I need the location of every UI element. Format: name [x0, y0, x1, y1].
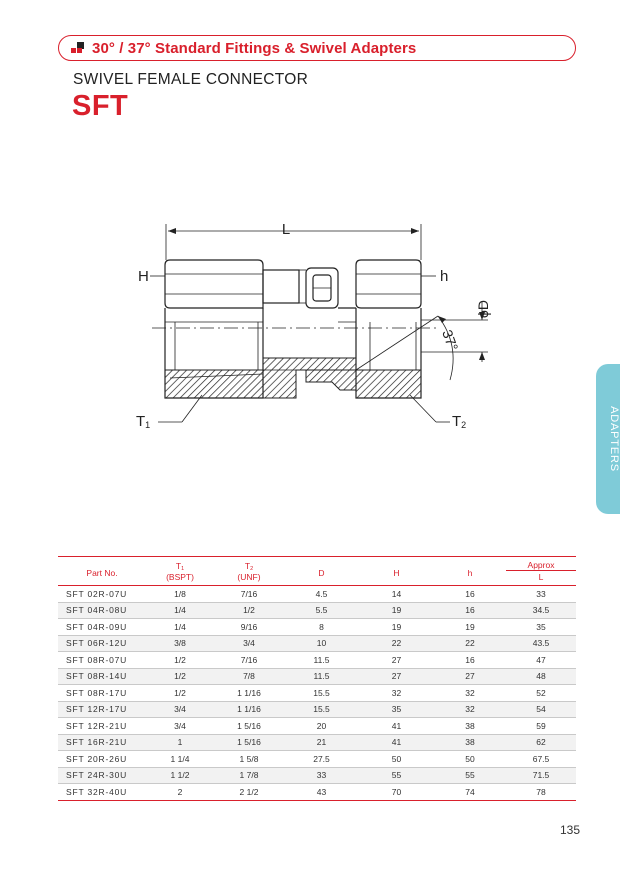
cell-l: 71.5: [506, 767, 576, 784]
dim-label-L: L: [281, 221, 291, 238]
cell-t1: 1: [146, 734, 214, 751]
cell-h: 27: [434, 668, 506, 685]
technical-drawing: [120, 210, 500, 450]
cell-l: 62: [506, 734, 576, 751]
product-code: SFT: [72, 90, 129, 122]
col-header-t2: T2: [244, 560, 254, 572]
cell-part: SFT 12R-21U: [58, 718, 146, 735]
cell-H: 19: [359, 602, 434, 619]
cell-d: 11.5: [284, 652, 359, 669]
cell-h: 16: [434, 586, 506, 603]
spec-table-body: [58, 586, 576, 801]
dim-label-H: H: [138, 268, 149, 285]
cell-h: 38: [434, 718, 506, 735]
cell-l: 48: [506, 668, 576, 685]
spec-table: [58, 556, 576, 801]
col-header-part-no: Part No.: [86, 567, 118, 578]
col-header-h: h: [467, 567, 473, 578]
cell-H: 70: [359, 784, 434, 801]
cell-part: SFT 24R-30U: [58, 767, 146, 784]
cell-l: 78: [506, 784, 576, 801]
cell-t2: 2 1/2: [214, 784, 284, 801]
cell-d: 33: [284, 767, 359, 784]
dim-label-angle: 37°: [439, 327, 462, 353]
cell-t2: 1 1/16: [214, 685, 284, 702]
page-number: 135: [560, 823, 581, 837]
cell-d: 21: [284, 734, 359, 751]
table-row: [58, 751, 576, 768]
cell-d: 15.5: [284, 701, 359, 718]
cell-t1: 1/8: [146, 586, 214, 603]
col-header-l: L: [538, 572, 544, 582]
cell-t2: 7/16: [214, 586, 284, 603]
table-row: [58, 784, 576, 801]
cell-t2: 7/8: [214, 668, 284, 685]
cell-t1: 1/2: [146, 685, 214, 702]
cell-h: 32: [434, 701, 506, 718]
dim-label-T2: T2: [452, 413, 467, 430]
cell-l: 54: [506, 701, 576, 718]
cell-H: 14: [359, 586, 434, 603]
brand-squares-icon: [71, 42, 85, 54]
dim-label-h: h: [440, 268, 449, 285]
cell-h: 16: [434, 652, 506, 669]
cell-t1: 1 1/2: [146, 767, 214, 784]
side-tab-adapters[interactable]: [596, 364, 620, 514]
cell-d: 27.5: [284, 751, 359, 768]
table-row: [58, 767, 576, 784]
cell-h: 19: [434, 619, 506, 636]
table-row: [58, 652, 576, 669]
cell-part: SFT 06R-12U: [58, 635, 146, 652]
cell-H: 22: [359, 635, 434, 652]
cell-t2: 1 7/8: [214, 767, 284, 784]
cell-H: 41: [359, 718, 434, 735]
cell-d: 10: [284, 635, 359, 652]
cell-t1: 1 1/4: [146, 751, 214, 768]
cell-t1: 3/4: [146, 718, 214, 735]
table-row: [58, 635, 576, 652]
cell-t2: 1/2: [214, 602, 284, 619]
cell-part: SFT 02R-07U: [58, 586, 146, 603]
dim-label-T1: T1: [136, 413, 151, 430]
cell-l: 47: [506, 652, 576, 669]
cell-H: 27: [359, 652, 434, 669]
cell-part: SFT 20R-26U: [58, 751, 146, 768]
cell-H: 35: [359, 701, 434, 718]
table-row: [58, 701, 576, 718]
cell-h: 55: [434, 767, 506, 784]
cell-H: 19: [359, 619, 434, 636]
cell-t1: 1/2: [146, 652, 214, 669]
table-row: [58, 602, 576, 619]
cell-h: 22: [434, 635, 506, 652]
section-title: 30° / 37° Standard Fittings & Swivel Adapters: [92, 39, 417, 57]
cell-t2: 1 5/16: [214, 718, 284, 735]
cell-h: 74: [434, 784, 506, 801]
cell-h: 50: [434, 751, 506, 768]
col-header-approx: Approx: [506, 557, 576, 571]
cell-t1: 3/8: [146, 635, 214, 652]
cell-d: 4.5: [284, 586, 359, 603]
cell-part: SFT 08R-17U: [58, 685, 146, 702]
cell-t1: 1/4: [146, 619, 214, 636]
table-row: [58, 668, 576, 685]
cell-l: 35: [506, 619, 576, 636]
cell-part: SFT 04R-08U: [58, 602, 146, 619]
cell-h: 32: [434, 685, 506, 702]
cell-t2: 3/4: [214, 635, 284, 652]
col-header-t2-unit: (UNF): [237, 571, 261, 582]
table-row: [58, 718, 576, 735]
cell-d: 11.5: [284, 668, 359, 685]
cell-l: 59: [506, 718, 576, 735]
cell-d: 5.5: [284, 602, 359, 619]
cell-t1: 1/2: [146, 668, 214, 685]
cell-l: 43.5: [506, 635, 576, 652]
side-tab-label: ADAPTERS: [608, 406, 620, 472]
section-header: [58, 35, 576, 61]
cell-part: SFT 08R-14U: [58, 668, 146, 685]
cell-l: 33: [506, 586, 576, 603]
product-subtitle: SWIVEL FEMALE CONNECTOR: [73, 71, 309, 88]
cell-H: 32: [359, 685, 434, 702]
cell-t1: 2: [146, 784, 214, 801]
cell-part: SFT 16R-21U: [58, 734, 146, 751]
col-header-H: H: [393, 567, 400, 578]
cell-h: 38: [434, 734, 506, 751]
cell-l: 52: [506, 685, 576, 702]
col-header-t1-unit: (BSPT): [166, 571, 194, 582]
col-header-t1: T1: [175, 560, 185, 572]
cell-part: SFT 12R-17U: [58, 701, 146, 718]
cell-t2: 1 5/16: [214, 734, 284, 751]
cell-t2: 1 1/16: [214, 701, 284, 718]
cell-H: 50: [359, 751, 434, 768]
cell-part: SFT 04R-09U: [58, 619, 146, 636]
cell-l: 34.5: [506, 602, 576, 619]
table-row: [58, 734, 576, 751]
cell-H: 41: [359, 734, 434, 751]
cell-t2: 9/16: [214, 619, 284, 636]
table-row: [58, 685, 576, 702]
table-row: [58, 586, 576, 603]
cell-part: SFT 08R-07U: [58, 652, 146, 669]
cell-part: SFT 32R-40U: [58, 784, 146, 801]
table-row: [58, 619, 576, 636]
cell-d: 15.5: [284, 685, 359, 702]
dim-label-phiD: ϕD: [475, 300, 491, 318]
cell-H: 27: [359, 668, 434, 685]
cell-d: 43: [284, 784, 359, 801]
cell-h: 16: [434, 602, 506, 619]
cell-d: 20: [284, 718, 359, 735]
cell-t1: 3/4: [146, 701, 214, 718]
cell-t1: 1/4: [146, 602, 214, 619]
cell-t2: 7/16: [214, 652, 284, 669]
col-header-d: D: [318, 567, 325, 578]
cell-H: 55: [359, 767, 434, 784]
cell-d: 8: [284, 619, 359, 636]
cell-l: 67.5: [506, 751, 576, 768]
cell-t2: 1 5/8: [214, 751, 284, 768]
